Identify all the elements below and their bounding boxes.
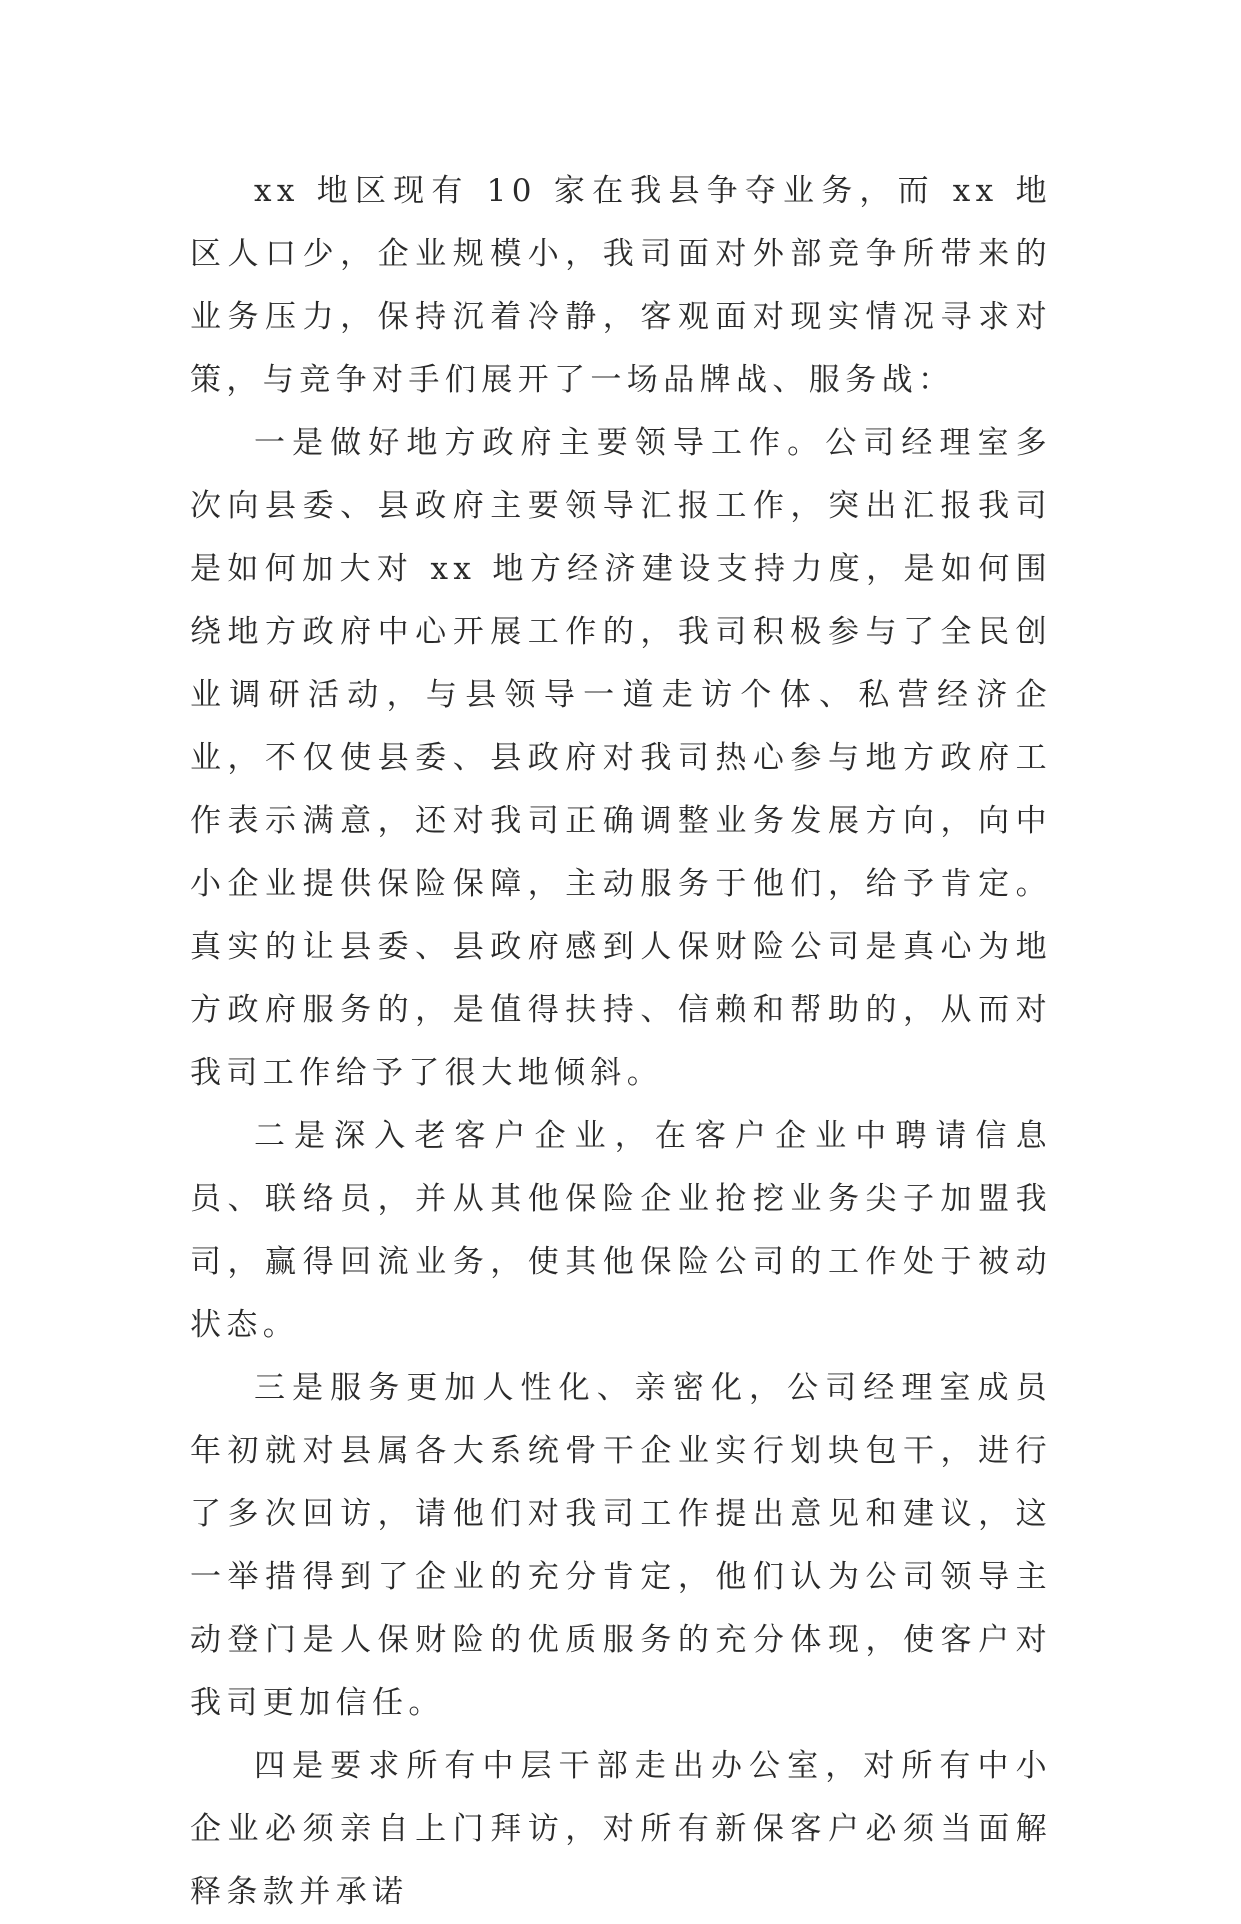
paragraph-measure-one: 一是做好地方政府主要领导工作。公司经理室多次向县委、县政府主要领导汇报工作，突出汇报我司是如何加大对 xx 地方经济建设支持力度，是如何围绕地方政府中心开展工作的，我司积极参与了全民创业调研活动，与县领导一道走访个体、私营经济企业，不仅使县委、县政府对我司热心参与地方政府工作表示满意，还对我司正确调整业务发展方向，向中小企业提供保险保障，主动服务于他们，给予肯定。真实的让县委、县政府感到人保财险公司是真心为地方政府服务的，是值得扶持、信赖和帮助的，从而对我司工作给予了很大地倾斜。	[190, 425, 1052, 1091]
paragraph-measure-four: 四是要求所有中层干部走出办公室，对所有中小企业必须亲自上门拜访，对所有新保客户必须当面解释条款并承诺	[190, 1748, 1052, 1910]
paragraph-intro: xx 地区现有 10 家在我县争夺业务，而 xx 地区人口少，企业规模小，我司面对外部竞争所带来的业务压力，保持沉着冷静，客观面对现实情况寻求对策，与竞争对手们展开了一场品牌战、服务战：	[190, 173, 1052, 398]
paragraph-measure-three: 三是服务更加人性化、亲密化，公司经理室成员年初就对县属各大系统骨干企业实行划块包干，进行了多次回访，请他们对我司工作提出意见和建议，这一举措得到了企业的充分肯定，他们认为公司领导主动登门是人保财险的优质服务的充分体现，使客户对我司更加信任。	[190, 1370, 1052, 1721]
paragraph-measure-two: 二是深入老客户企业，在客户企业中聘请信息员、联络员，并从其他保险企业抢挖业务尖子加盟我司，赢得回流业务，使其他保险公司的工作处于被动状态。	[190, 1118, 1052, 1343]
document-body	[190, 160, 1052, 1924]
